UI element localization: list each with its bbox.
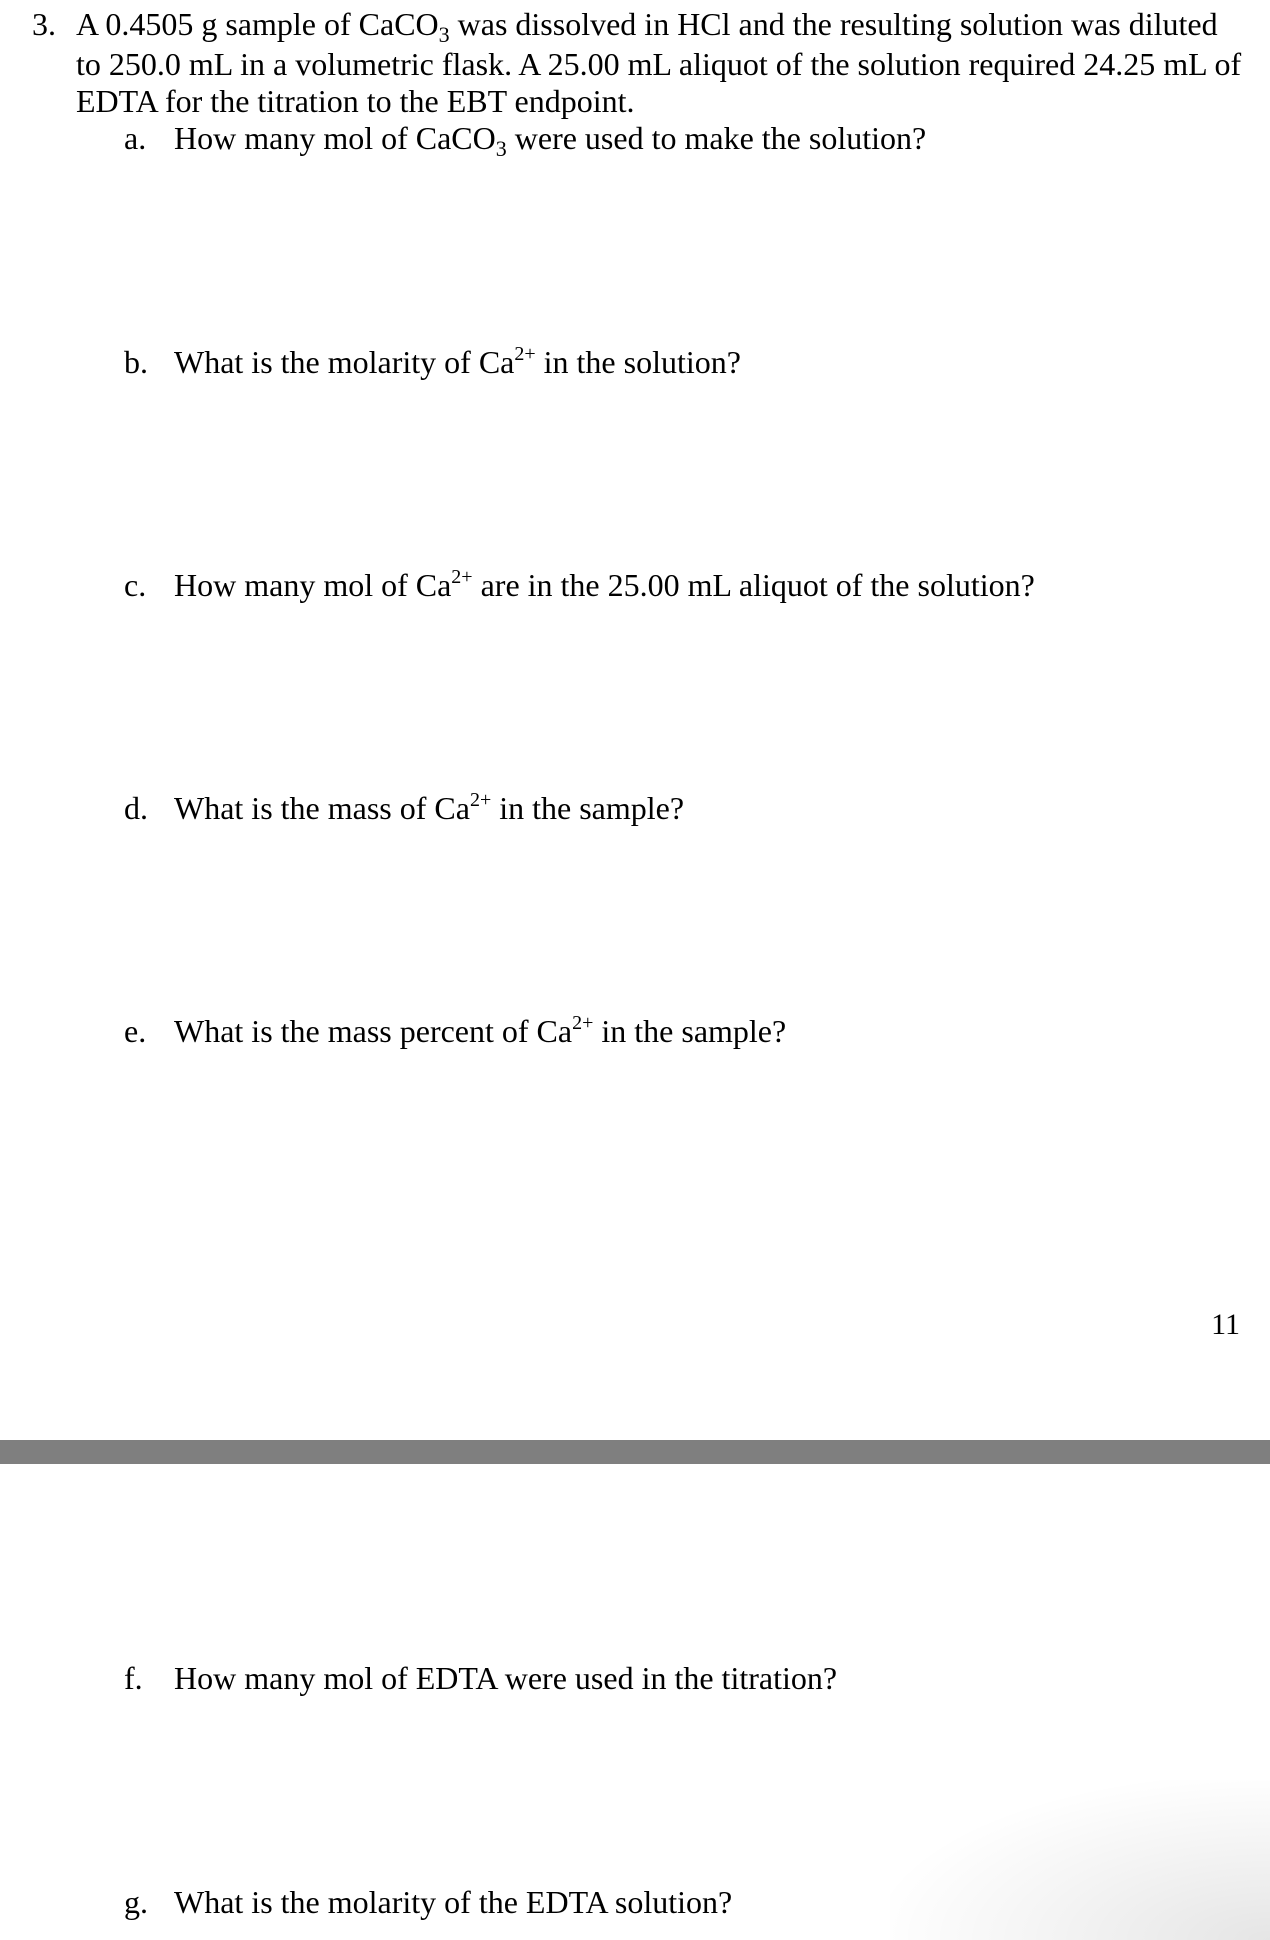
question-a-letter: a.	[124, 120, 147, 156]
problem-text-part1: A 0.4505 g sample of CaCO	[76, 6, 439, 42]
question-d-superscript: 2+	[469, 789, 492, 811]
question-e	[124, 1013, 786, 1055]
problem-subscript: 3	[438, 22, 450, 47]
question-b-text-part2: in the solution?	[535, 344, 741, 380]
problem-text	[76, 6, 1246, 120]
question-c-superscript: 2+	[451, 566, 473, 588]
question-a-text-part1: How many mol of CaCO	[174, 120, 496, 156]
question-c	[124, 567, 1035, 609]
question-c-letter: c.	[124, 567, 147, 603]
question-f	[124, 1660, 837, 1697]
question-g-letter: g.	[124, 1884, 148, 1920]
question-c-text-part1: How many mol of Ca	[174, 567, 452, 603]
question-a-text-part2: were used to make the solution?	[506, 120, 927, 156]
question-a	[124, 120, 926, 160]
question-b	[124, 344, 741, 386]
question-g	[124, 1884, 732, 1921]
question-e-text-part2: in the sample?	[593, 1013, 787, 1049]
question-d-text-part1: What is the mass of Ca	[174, 790, 470, 826]
page-shadow	[890, 1780, 1270, 1940]
question-f-text: How many mol of EDTA were used in the titration?	[174, 1660, 838, 1696]
problem-text-part2: was dissolved in HCl and the resulting solution was diluted to 250.0 mL in a volumetric flask. A 25.00 mL aliquot of the solution required 24.25 mL of EDTA for the titration to the EBT endpoint.	[76, 6, 1242, 119]
question-b-letter: b.	[124, 344, 148, 380]
question-d-text-part2: in the sample?	[491, 790, 685, 826]
question-g-text: What is the molarity of the EDTA solution?	[174, 1884, 733, 1920]
question-d	[124, 790, 684, 832]
page-number: 11	[1211, 1308, 1240, 1341]
question-f-letter: f.	[124, 1660, 143, 1696]
question-e-letter: e.	[124, 1013, 147, 1049]
question-d-letter: d.	[124, 790, 148, 826]
page-bottom	[0, 1464, 1270, 1940]
question-a-subscript: 3	[495, 136, 507, 161]
question-b-text-part1: What is the molarity of Ca	[174, 344, 515, 380]
question-c-text-part2: are in the 25.00 mL aliquot of the solution?	[472, 567, 1035, 603]
page-divider	[0, 1440, 1270, 1464]
question-b-superscript: 2+	[514, 343, 536, 365]
problem-number: 3.	[32, 6, 56, 42]
question-e-superscript: 2+	[572, 1012, 594, 1034]
question-e-text-part1: What is the mass percent of Ca	[174, 1013, 573, 1049]
